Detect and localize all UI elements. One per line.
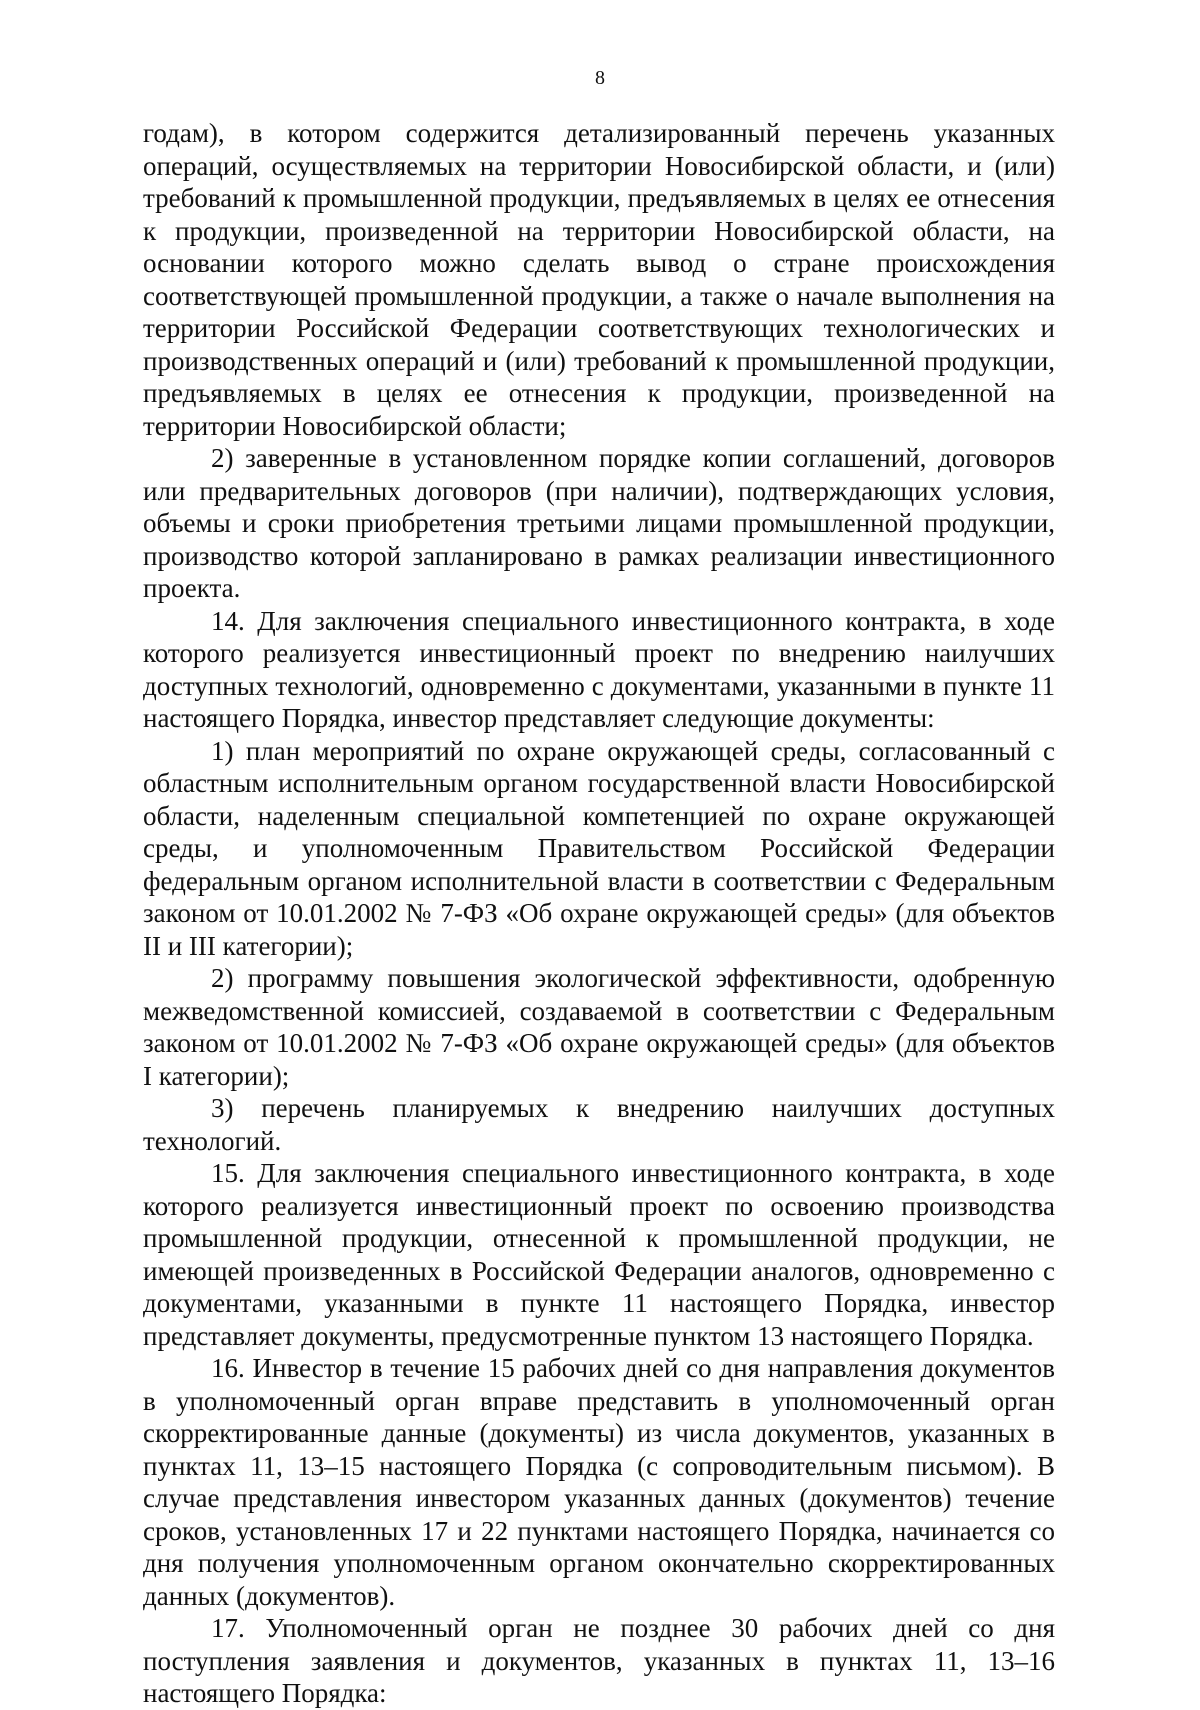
paragraph: 2) заверенные в установленном порядке копии соглашений, договоров или предварительных договоров (при наличии), подтверждающих условия, объемы и сроки приобретения третьими лицами промышленной продукции, производство которой запланировано в рамках реализации инвестиционного проекта. [143, 443, 1055, 603]
page-number: 8 [595, 67, 605, 89]
paragraph: 3) перечень планируемых к внедрению наилучших доступных технологий. [143, 1093, 1055, 1156]
paragraph: 16. Инвестор в течение 15 рабочих дней со дня направления документов в уполномоченный орган вправе представить в уполномоченный орган скорректированные данные (документы) из числа документов, указанных в пунктах 11, 13–15 настоящего Порядка (с сопроводительным письмом). В случае представления инвестором указанных данных (документов) течение сроков, установленных 17 и 22 пунктами настоящего Порядка, начинается со дня получения уполномоченным органом окончательно скорректированных данных (документов). [143, 1353, 1055, 1611]
paragraph: 15. Для заключения специального инвестиционного контракта, в ходе которого реализуется инвестиционный проект по освоению производства промышленной продукции, отнесенной к промышленной продукции, не имеющей произведенных в Российской Федерации аналогов, одновременно с документами, указанными в пункте 11 настоящего Порядка, инвестор представляет документы, предусмотренные пунктом 13 настоящего Порядка. [143, 1158, 1055, 1351]
paragraph: 1) план мероприятий по охране окружающей среды, согласованный с областным исполнительным органом государственной власти Новосибирской области, наделенным специальной компетенцией по охране окружающей среды, и уполномоченным Правительством Российской Федерации федеральным органом исполнительной власти в соответствии с Федеральным законом от 10.01.2002 № 7-ФЗ «Об охране окружающей среды» (для объектов II и III категории); [143, 735, 1055, 961]
paragraph: 14. Для заключения специального инвестиционного контракта, в ходе которого реализуется инвестиционный проект по внедрению наилучших доступных технологий, одновременно с документами, указанными в пункте 11 настоящего Порядка, инвестор представляет следующие документы: [143, 605, 1055, 733]
paragraph: 17. Уполномоченный орган не позднее 30 рабочих дней со дня поступления заявления и документов, указанных в пунктах 11, 13–16 настоящего Порядка: [143, 1613, 1055, 1708]
document-body [143, 117, 1055, 1710]
paragraph: 2) программу повышения экологической эффективности, одобренную межведомственной комиссией, создаваемой в соответствии с Федеральным законом от 10.01.2002 № 7-ФЗ «Об охране окружающей среды» (для объектов I категории); [143, 963, 1055, 1091]
paragraph: годам), в котором содержится детализированный перечень указанных операций, осуществляемых на территории Новосибирской области, и (или) требований к промышленной продукции, предъявляемых в целях ее отнесения к продукции, произведенной на территории Новосибирской области, на основании которого можно сделать вывод о стране происхождения соответствующей промышленной продукции, а также о начале выполнения на территории Российской Федерации соответствующих технологических и производственных операций и (или) требований к промышленной продукции, предъявляемых в целях ее отнесения к продукции, произведенной на территории Новосибирской области; [143, 118, 1055, 441]
